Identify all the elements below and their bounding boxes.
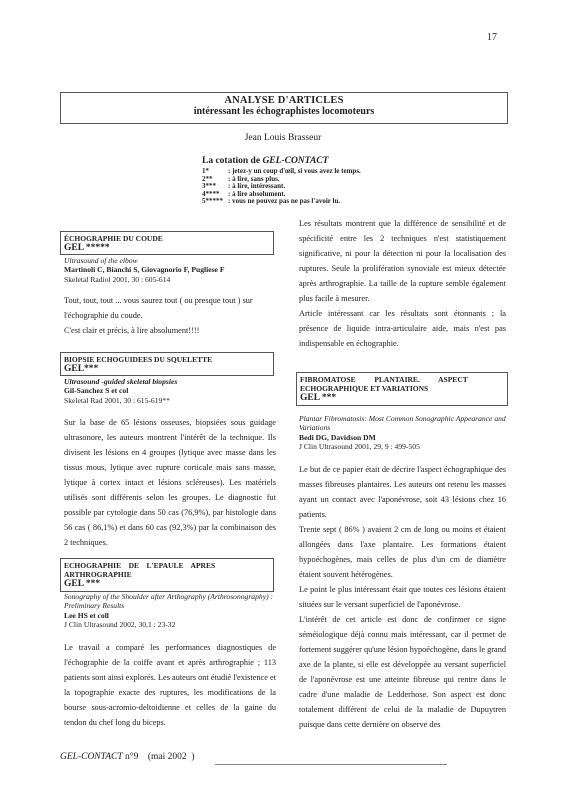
coude-paragraph: C'est clair et précis, à lire absolument!!!!	[64, 326, 200, 335]
coude-paragraph: Tout, tout, tout ... vous saurez tout ( ou presque tout ) sur l'échographie du coude.	[64, 296, 253, 320]
cotation-title	[202, 156, 328, 166]
rating-desc: : jetez-y un coup d'œil, si vous avez le temps.	[228, 167, 361, 175]
title-box	[60, 92, 508, 124]
biopsie-authors: Gil-Sanchez S et col	[64, 386, 129, 396]
rating-row	[202, 198, 361, 206]
coude-journal: Skeletal Radiol 2001, 30 : 605-614	[64, 274, 171, 284]
biopsie-subtitle: Ultrasound -guided skeletal biopsies	[64, 377, 178, 386]
cotation-title-prefix: La cotation de	[202, 156, 263, 166]
rating-legend	[202, 168, 361, 206]
fibromatose-journal: J Clin Ultrasound 2001, 29, 9 : 499-505	[299, 442, 420, 452]
coude-header-box	[60, 231, 274, 255]
epaule-journal: J Clin Ultrasound 2002, 30,1 : 23-32	[64, 620, 176, 630]
rating-stars: 5*****	[202, 197, 223, 206]
coude-body	[64, 293, 276, 338]
footer-issue: n°9 (mai 2002 )	[122, 752, 195, 762]
resultats-paragraph: Article intéressant car les résultats sont étonnants ; la présence de liquide intra-articulaire aide, mais n'est pas indispensable en échographie.	[299, 309, 506, 348]
epaule-heading-line2: ARTHROGRAPHIE	[64, 570, 132, 579]
rating-stars: 2**	[202, 174, 213, 183]
epaule-subtitle: Sonography of the Shoulder after Arthography (Arthrosonography) : Preliminary Results	[64, 592, 274, 611]
rating-stars: 4****	[202, 189, 220, 198]
coude-subtitle: Ultrasound of the elbow	[64, 256, 138, 265]
biopsie-gel-rating: GEL***	[64, 364, 99, 374]
page-title: ANALYSE D'ARTICLES	[224, 95, 344, 106]
resultats-body	[299, 216, 506, 351]
fibromatose-subtitle: Plantar Fibromatosis: Most Common Sonographic Appearance and Variations	[299, 414, 506, 433]
epaule-body: Le travail a comparé les performances diagnostiques de l'échographie de la coiffe avant et après arthrographie ; 113 patients sont ainsi explorés. Les auteurs ont étudié l'existence et la topographie exacte des ruptures, les modifications de la bourse sous-acromio-deltoidienne et celles de la gaine du tendon du chef long du biceps.	[64, 643, 276, 727]
epaule-header-box	[60, 558, 274, 592]
biopsie-heading: BIOPSIE ECHOGUIDEES DU SQUELETTE	[64, 355, 213, 364]
fibromatose-header-box	[296, 372, 508, 406]
fibromatose-gel-rating: GEL ***	[300, 393, 337, 403]
rating-desc: : à lire absolument.	[228, 189, 286, 198]
coude-gel-rating: GEL *****	[64, 243, 110, 253]
fibromatose-heading-line2: ECHOGRAPHIQUE ET VARIATIONS	[300, 384, 429, 393]
footer-name: GEL-CONTACT	[60, 752, 123, 762]
fibromatose-paragraph: L'intérêt de cet article est donc de confirmer ce signe séméiologique déjà connu mais intéressant, car il permet de fortement suggérer qu'une lésion hypoéchogène, dans le grand axe de la plante, si elle est développée au versant superficiel de l'aponévrose est une atteinte fibreuse qui rentre dans le cadre d'une maladie de Ledderhose. Son aspect est donc totalement différent de celui de la maladie de Dupuytren puisque dans cette dernière on observe des	[299, 615, 507, 729]
rating-desc: : vous ne pouvez pas ne pas l'avoir lu.	[228, 197, 341, 206]
fibromatose-reference	[299, 414, 506, 452]
fibromatose-body	[299, 462, 506, 732]
epaule-gel-rating: GEL ***	[64, 579, 101, 589]
page-number: 17	[487, 32, 497, 43]
biopsie-body: Sur la base de 65 lésions osseuses, biopsiées sous guidage ultrasonore, les auteurs montrent l'intérêt de la technique. Ils divisent les lésions en 4 groupes (lytique avec masse dans les tissus mous, lytique avec rupture corticale mais sans masse, lytique à cortex intact et lésions scléreuses). Les matériels utilisés sont différents selon les groupes. Le diagnostic fut possible par cytologie dans 50 cas (76,9%), par histologie dans 56 cas ( 86,1%) et dans 60 cas (92,3%) par la combinaison des 2 techniques.	[64, 418, 276, 547]
footer-rule	[215, 764, 447, 765]
fibromatose-heading-line1: FIBROMATOSE PLANTAIRE. ASPECT	[300, 375, 468, 384]
rating-stars: 3***	[202, 182, 216, 191]
biopsie-header-box	[60, 352, 274, 376]
fibromatose-paragraph: Le but de ce papier était de décrire l'aspect échographique des masses fibreuses plantaires. Les auteurs ont retenu les masses ayant un contact avec l'aponévrose, soit 43 lésions chez 16 patients.	[299, 465, 506, 519]
biopsie-reference	[64, 377, 274, 405]
footer	[60, 752, 195, 762]
page-subtitle: intéressant les échographistes locomoteurs	[193, 106, 375, 117]
coude-authors: Martinoli C, Bianchi S, Giovagnorio F, Pugliese F	[64, 265, 225, 275]
rating-row	[202, 168, 361, 176]
fibromatose-paragraph: Le point le plus intéressant était que toutes ces lésions étaient situées sur le versant superficiel de l'aponévrose.	[299, 585, 506, 609]
author: Jean Louis Brasseur	[244, 133, 322, 143]
fibromatose-paragraph: Trente sept ( 86% ) avaient 2 cm de long ou moins et étaient allongées dans l'axe plantaire. Les formations étaient hypoéchogènes, mais celles de plus d'un cm de diamètre étaient souvent hétérogènes.	[299, 525, 506, 579]
rating-stars: 1*	[202, 167, 209, 175]
epaule-authors: Lee HS et coll	[64, 610, 109, 620]
fibromatose-authors: Bedi DG, Davidson DM	[299, 432, 376, 442]
epaule-heading-line1: ECHOGRAPHIE DE L'EPAULE APRES	[64, 561, 216, 570]
biopsie-journal: Skeletal Rad 2001, 30 : 615-619**	[64, 395, 170, 405]
coude-heading: ÉCHOGRAPHIE DU COUDE	[64, 234, 163, 243]
rating-desc: : à lire, intéressant.	[228, 182, 286, 191]
coude-reference	[64, 256, 274, 284]
epaule-reference	[64, 592, 276, 630]
rating-desc: : à lire, sans plus.	[228, 174, 280, 183]
resultats-paragraph: Les résultats montrent que la différence de sensibilité et de spécificité entre les 2 techniques n'est statistiquement significative, ni pour la détection ni pour la localisation des ruptures. Seule la prolifération synoviale est mieux détectée après arthrographie. La taille de la rupture semble également plus facile à mesurer.	[299, 219, 506, 303]
cotation-title-name: GEL-CONTACT	[262, 156, 329, 166]
